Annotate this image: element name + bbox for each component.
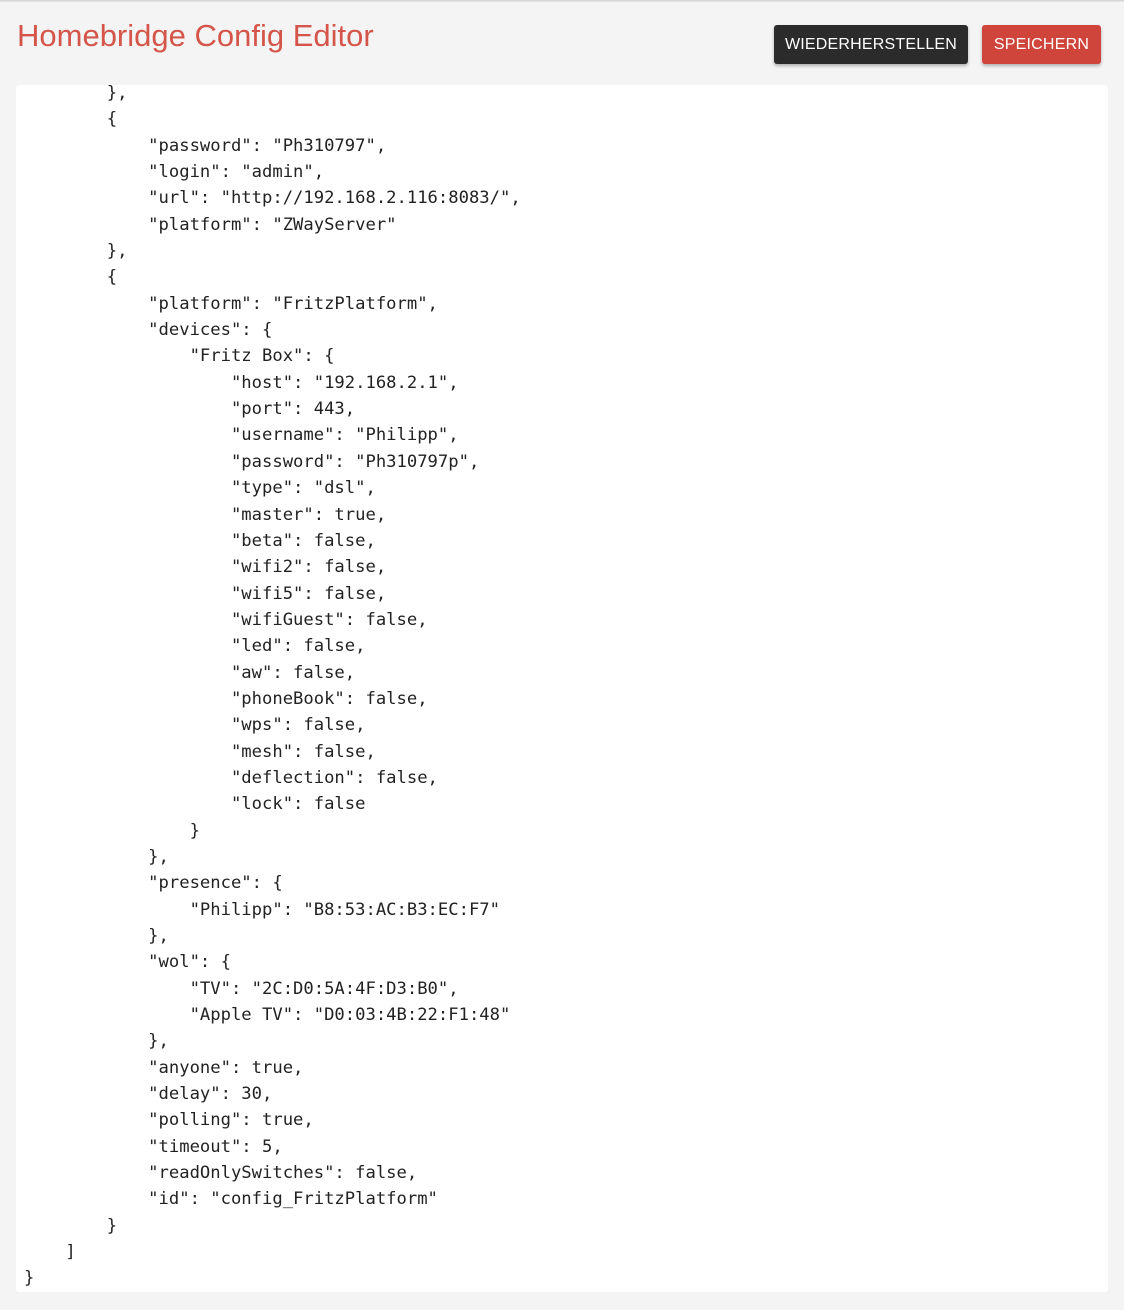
code-line[interactable]: "Philipp": "B8:53:AC:B3:EC:F7" (24, 899, 500, 920)
code-line[interactable]: "TV": "2C:D0:5A:4F:D3:B0", (24, 978, 459, 999)
code-line[interactable]: "timeout": 5, (24, 1136, 283, 1157)
code-line[interactable]: "type": "dsl", (24, 478, 376, 499)
code-line[interactable]: "readOnlySwitches": false, (24, 1163, 418, 1184)
code-line[interactable]: } (24, 1268, 35, 1289)
code-line[interactable]: "led": false, (24, 636, 366, 657)
code-line[interactable]: }, (24, 85, 128, 103)
code-line[interactable]: }, (24, 241, 128, 262)
code-line[interactable]: "password": "Ph310797", (24, 135, 387, 156)
config-editor[interactable] (16, 85, 1108, 1292)
code-line[interactable]: "Apple TV": "D0:03:4B:22:F1:48" (24, 1005, 511, 1026)
code-line[interactable]: "url": "http://192.168.2.116:8083/", (24, 188, 521, 209)
code-line[interactable]: ] (24, 1242, 76, 1263)
config-code[interactable] (24, 85, 521, 1292)
code-line[interactable]: "anyone": true, (24, 1057, 304, 1078)
code-line[interactable]: { (24, 109, 118, 130)
code-line[interactable]: { (24, 267, 118, 288)
code-line[interactable]: "devices": { (24, 320, 273, 341)
code-line[interactable]: "deflection": false, (24, 767, 438, 788)
code-line[interactable]: } (24, 1215, 118, 1236)
page-title: Homebridge Config Editor (17, 18, 374, 53)
code-line[interactable]: "wol": { (24, 952, 231, 973)
code-line[interactable]: "Fritz Box": { (24, 346, 335, 367)
code-line[interactable]: }, (24, 926, 169, 946)
code-line[interactable]: "port": 443, (24, 399, 356, 420)
code-line[interactable]: "wifi2": false, (24, 557, 387, 578)
code-line[interactable]: "mesh": false, (24, 741, 376, 762)
app-header (0, 2, 1124, 66)
code-line[interactable]: "id": "config_FritzPlatform" (24, 1189, 438, 1210)
code-line[interactable]: "delay": 30, (24, 1084, 273, 1105)
code-line[interactable]: "polling": true, (24, 1110, 314, 1131)
code-line[interactable]: }, (24, 846, 169, 867)
code-line[interactable]: "phoneBook": false, (24, 688, 428, 709)
code-line[interactable]: "host": "192.168.2.1", (24, 372, 459, 393)
code-line[interactable]: "username": "Philipp", (24, 425, 459, 446)
code-line[interactable]: "wifi5": false, (24, 583, 387, 604)
code-line[interactable]: "login": "admin", (24, 162, 325, 183)
code-line[interactable]: "password": "Ph310797p", (24, 451, 480, 472)
code-line[interactable]: }, (24, 1031, 169, 1052)
restore-button[interactable]: WIEDERHERSTELLEN (774, 25, 968, 64)
code-line[interactable]: "wifiGuest": false, (24, 609, 428, 630)
code-line[interactable]: "master": true, (24, 504, 387, 525)
code-line[interactable]: "platform": "ZWayServer" (24, 214, 397, 235)
code-line[interactable]: "aw": false, (24, 662, 356, 683)
code-line[interactable]: "beta": false, (24, 530, 376, 551)
code-line[interactable]: "lock": false (24, 794, 366, 815)
save-button[interactable]: SPEICHERN (982, 25, 1101, 64)
code-line[interactable]: "presence": { (24, 873, 283, 894)
code-line[interactable]: } (24, 820, 200, 841)
code-line[interactable]: "platform": "FritzPlatform", (24, 293, 438, 314)
code-line[interactable]: "wps": false, (24, 715, 366, 736)
